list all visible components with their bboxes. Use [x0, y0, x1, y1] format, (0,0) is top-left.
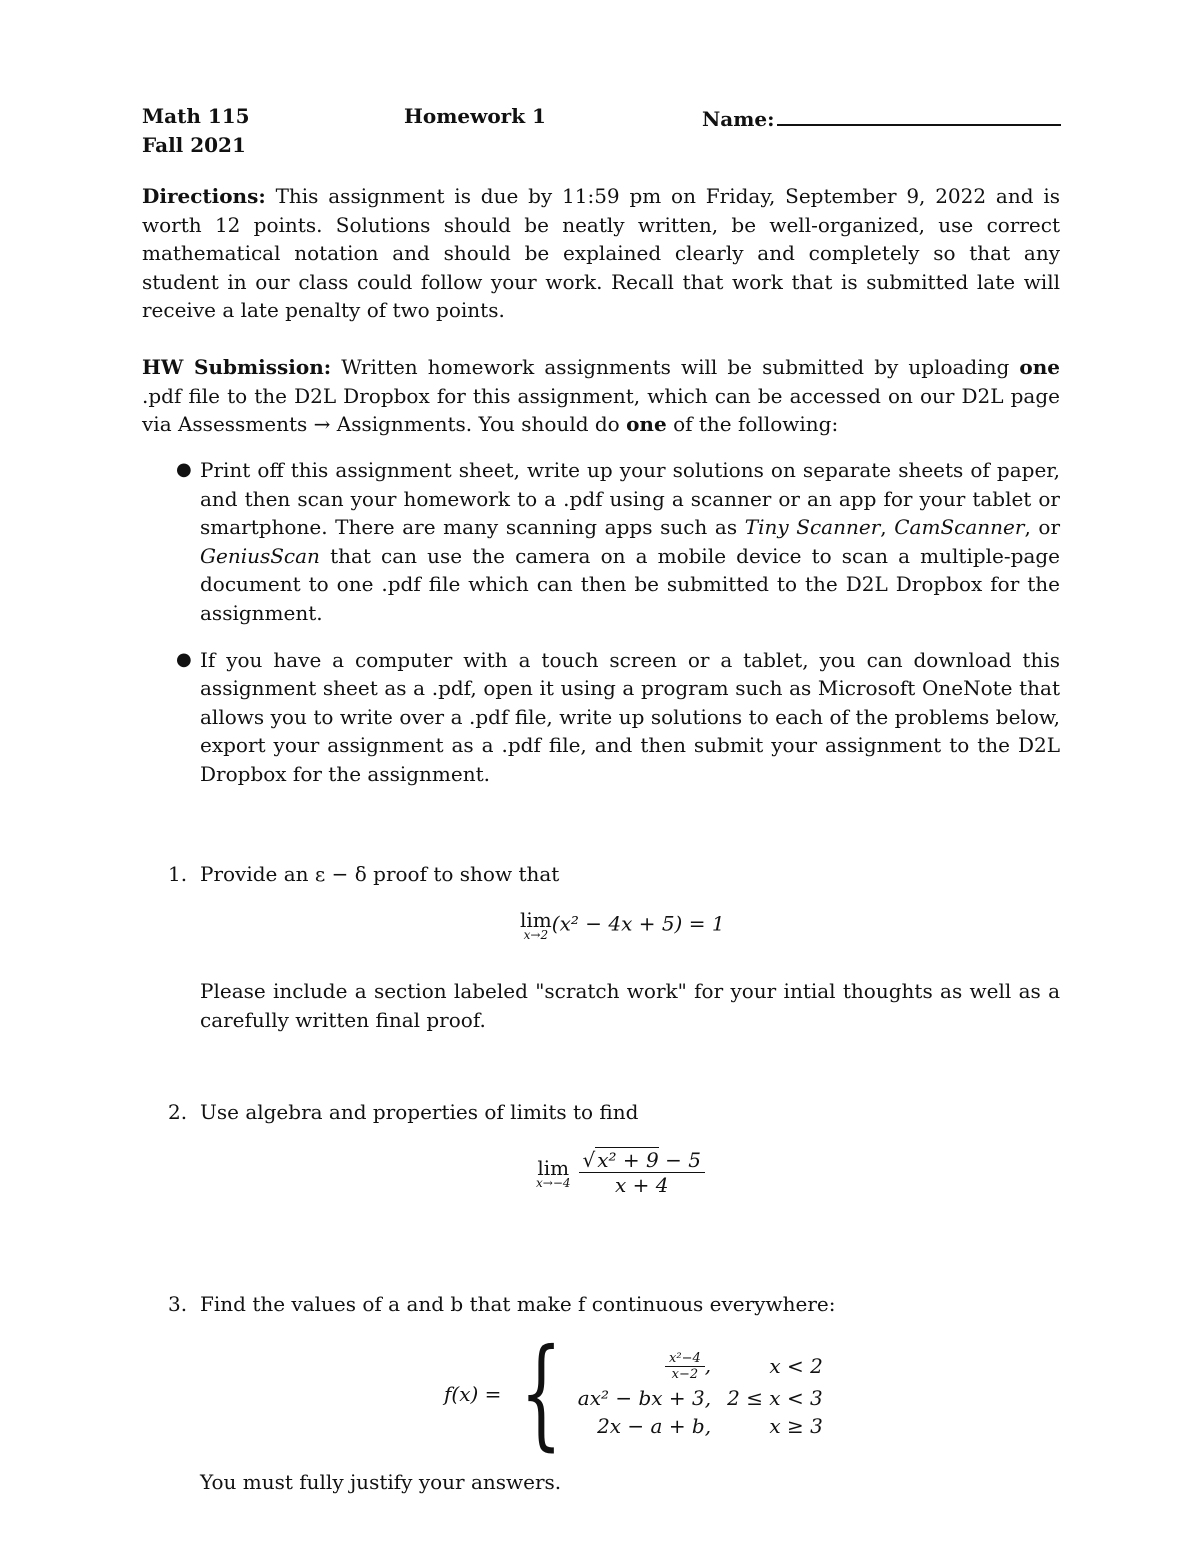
case-row	[570, 1349, 831, 1384]
limit-subscript: x→−4	[536, 1175, 571, 1190]
case-fraction-numerator: x²−4	[665, 1351, 705, 1367]
limit-operator	[520, 908, 552, 942]
problem-1	[168, 860, 1060, 889]
bullet-icon: ●	[176, 459, 192, 480]
submission-text-1: Written homework assignments will be submitted by uploading	[341, 355, 1010, 379]
submission-emph-2: one	[626, 412, 667, 437]
bullet-1-separator-1: ,	[880, 515, 887, 540]
limit-operator	[536, 1156, 571, 1190]
submission-options-list	[142, 456, 1060, 789]
directions-paragraph	[142, 182, 1060, 325]
bullet-2-text: If you have a computer with a touch screen or a tablet, you can download this assignment sheet as a .pdf, open it using a program such as Microsoft OneNote that allows you to write over a .pdf file, write up solutions to each of the problems below, export your assignment as a .pdf file, and then submit your assignment to the D2L Dropbox for the assignment.	[200, 647, 1060, 786]
problem-1-note: Please include a section labeled "scratch work" for your intial thoughts as well as a carefully written final proof.	[200, 979, 1060, 1032]
problem-number: 3.	[168, 1292, 188, 1316]
case-fraction-denominator: x−2	[671, 1366, 699, 1382]
app-name-camscanner: CamScanner	[894, 515, 1025, 540]
fraction-denominator: x + 4	[615, 1173, 669, 1197]
submission-text-2: .pdf file to the D2L Dropbox for this assignment, which can be accessed on our D2L page via Assessments → Assignments. You should do	[142, 383, 1060, 437]
problem-3-note: You must fully justify your answers.	[200, 1470, 562, 1494]
function-lhs: f(x) =	[444, 1382, 502, 1406]
limit-fraction	[579, 1148, 705, 1197]
case-condition: 2 ≤ x < 3	[727, 1385, 823, 1410]
directions-label: Directions:	[142, 184, 266, 208]
bullet-icon: ●	[176, 648, 192, 670]
list-item	[142, 456, 1060, 628]
problem-3	[168, 1290, 1060, 1319]
case-fraction	[665, 1351, 705, 1382]
problem-prompt: Use algebra and properties of limits to find	[200, 1100, 639, 1124]
name-blank-line	[777, 104, 1061, 126]
problem-prompt: Find the values of a and b that make f continuous everywhere:	[200, 1292, 836, 1316]
case-expression: ax² − bx + 3,	[577, 1385, 712, 1410]
case-condition: x < 2	[769, 1354, 823, 1378]
sqrt-icon: √	[582, 1148, 596, 1172]
bullet-1-text: Print off this assignment sheet, write up your solutions on separate sheets of paper, and then scan your homework to a .pdf using a scanner or an app for your tablet or smartphone. There are many scanning apps such as	[200, 458, 1060, 540]
sqrt-radicand: x² + 9	[597, 1148, 659, 1172]
limit-expression: (x² − 4x + 5) = 1	[551, 911, 725, 936]
submission-text-3: of the following:	[673, 412, 839, 437]
submission-emph-1: one	[1019, 355, 1061, 379]
app-name-geniusscan: GeniusScan	[200, 543, 320, 568]
list-item	[142, 646, 1060, 789]
assignment-title: Homework 1	[404, 104, 546, 128]
limit-word: lim	[520, 908, 552, 932]
left-brace-icon: {	[520, 1324, 563, 1463]
case-expression: 2x − a + b,	[597, 1413, 712, 1438]
name-label: Name:	[702, 107, 775, 131]
limit-word: lim	[537, 1155, 570, 1180]
app-name-tiny-scanner: Tiny Scanner	[744, 515, 881, 540]
problem-prompt: Provide an ε − δ proof to show that	[200, 862, 560, 886]
submission-label: HW Submission:	[142, 355, 332, 379]
submission-paragraph	[142, 353, 1060, 439]
problem-2	[168, 1098, 1060, 1127]
course-title: Math 115	[142, 104, 250, 128]
problem-1-equation	[520, 908, 725, 942]
case-expression	[570, 1349, 719, 1384]
problem-3-piecewise	[444, 1324, 831, 1463]
fraction-numerator	[579, 1148, 705, 1173]
problem-number: 2.	[168, 1100, 188, 1124]
case-tail: ,	[704, 1352, 712, 1377]
cases-table	[570, 1349, 831, 1440]
case-condition: x ≥ 3	[769, 1413, 823, 1438]
bullet-1-separator-2: , or	[1024, 515, 1061, 540]
bullet-1-text-end: that can use the camera on a mobile device to scan a multiple-page document to one .pdf file which can then be submitted to the D2L Dropbox for the assignment.	[200, 543, 1061, 625]
problem-2-equation	[536, 1148, 705, 1197]
limit-subscript: x→2	[523, 928, 549, 942]
numerator-tail: − 5	[665, 1148, 701, 1172]
problem-number: 1.	[168, 862, 188, 886]
name-field	[702, 104, 1061, 131]
directions-text: This assignment is due by 11:59 pm on Friday, September 9, 2022 and is worth 12 points. Solutions should be neatly written, be well-organized, use correct mathematical notation and should be explained clearly and completely so that any student in our class could follow your work. Recall that work that is submitted late will receive a late penalty of two points.	[142, 184, 1060, 323]
case-row	[570, 1412, 831, 1440]
case-row	[570, 1384, 831, 1412]
term: Fall 2021	[142, 133, 246, 157]
